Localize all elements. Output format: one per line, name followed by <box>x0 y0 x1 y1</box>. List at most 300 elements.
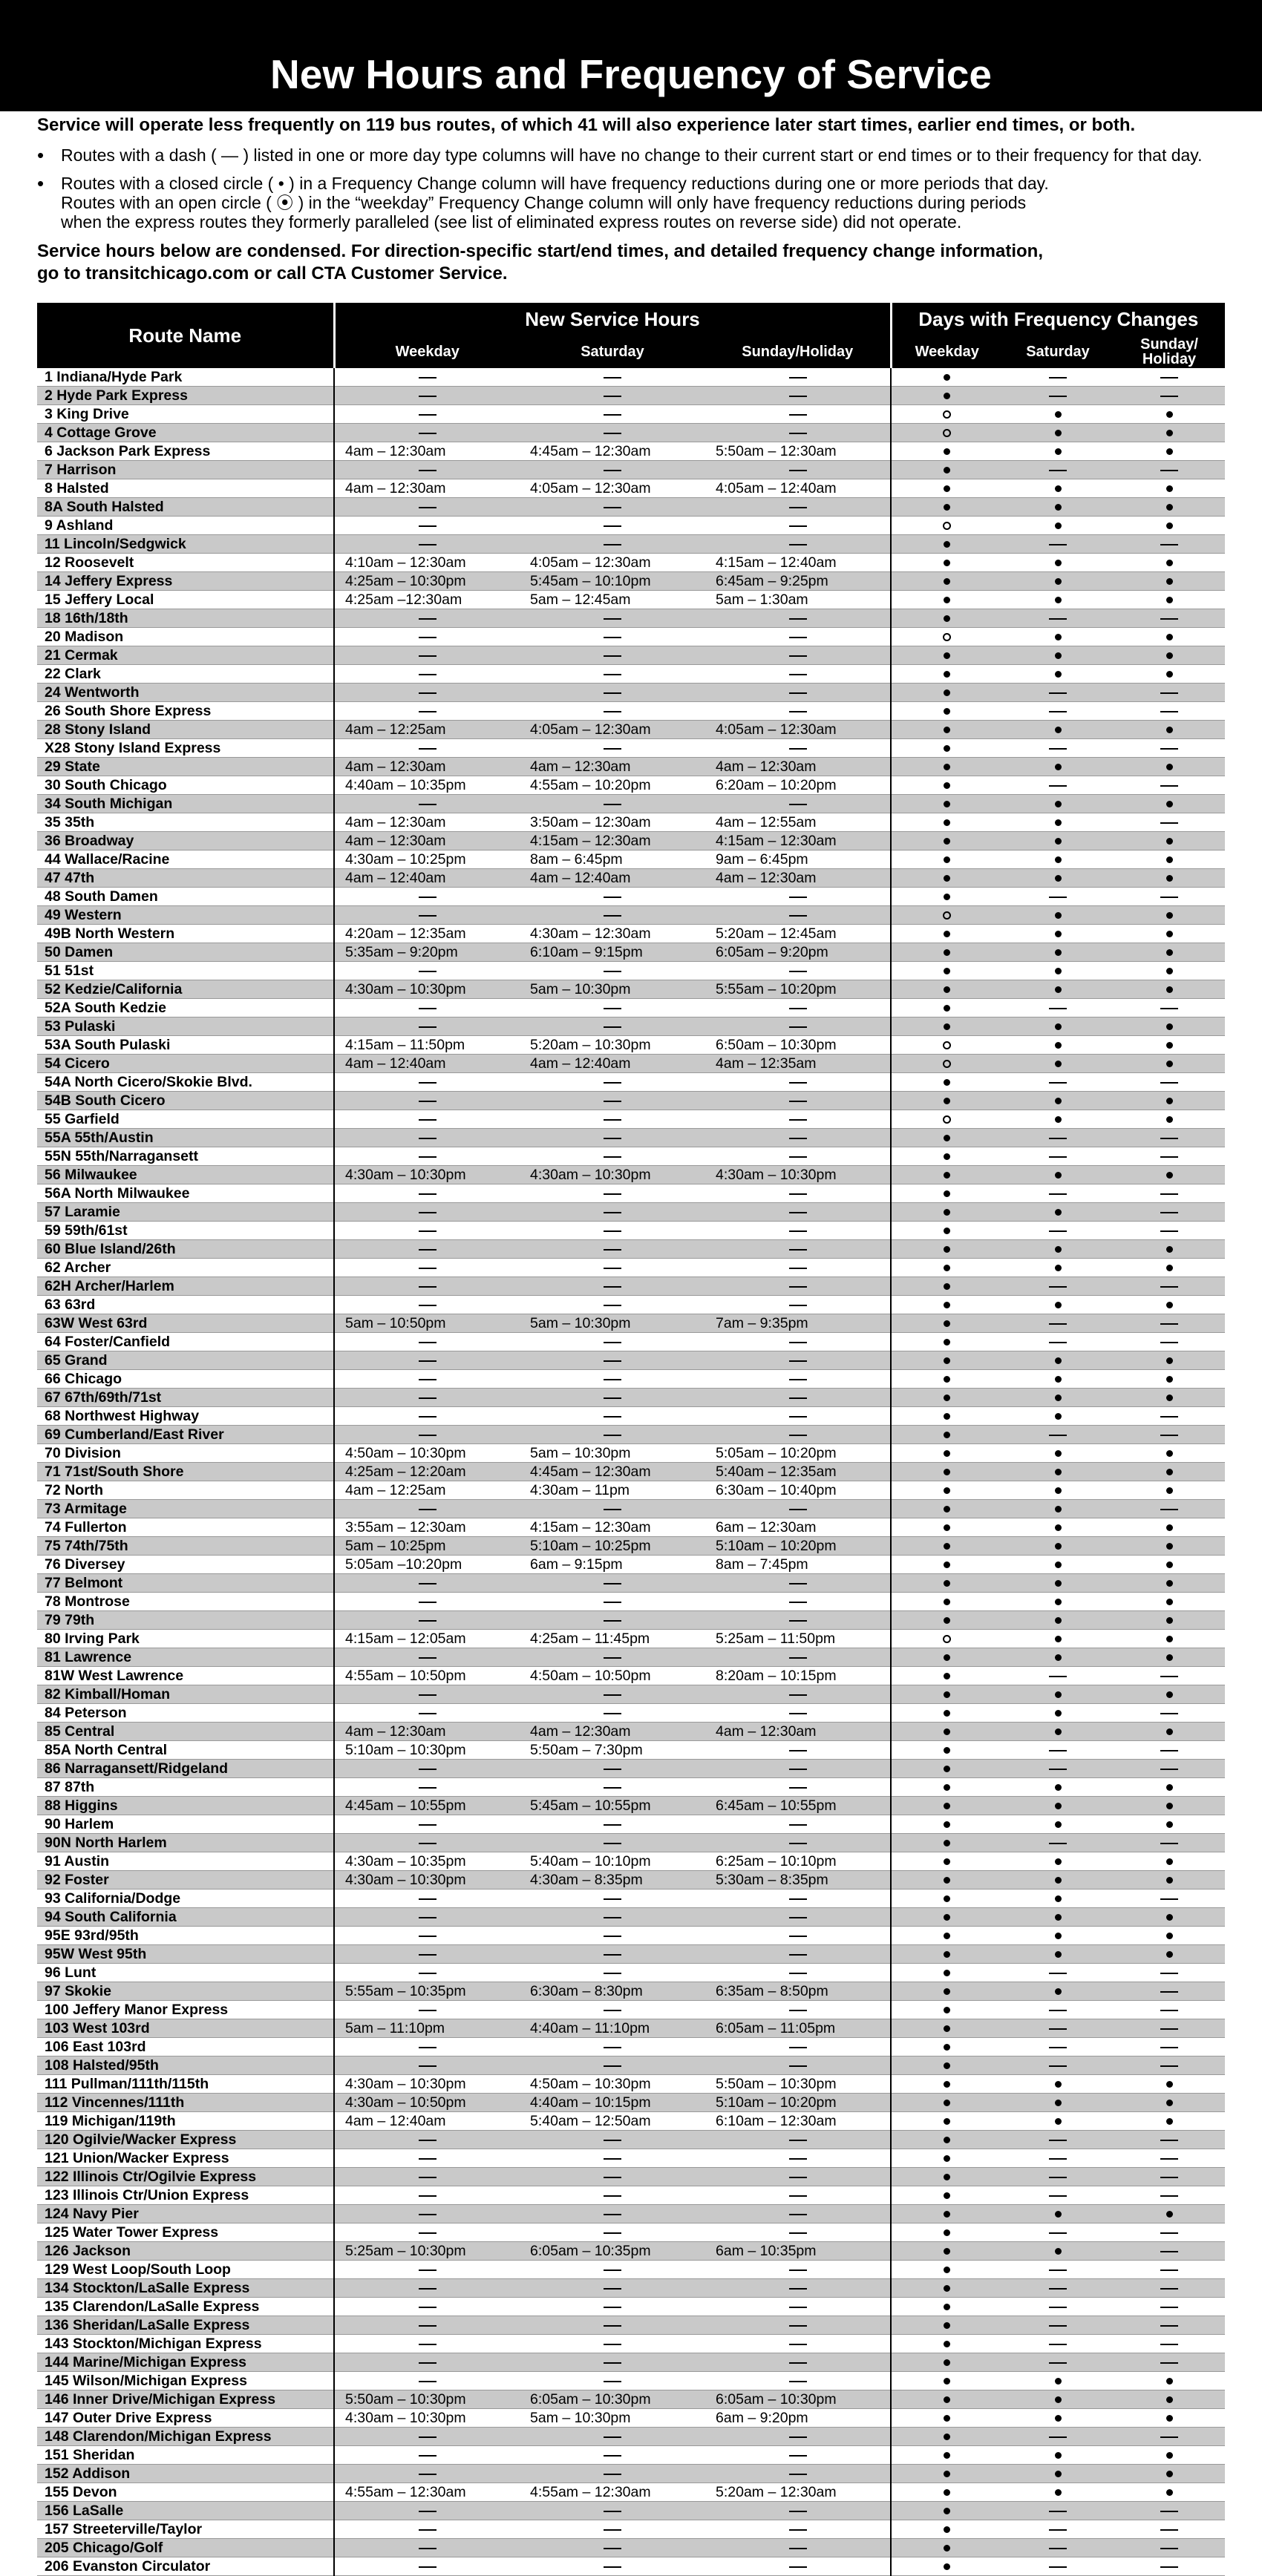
service-hours-header: New Service Hours <box>334 303 891 335</box>
frequency-change <box>1002 368 1114 387</box>
dash-icon <box>419 414 437 416</box>
dash-icon <box>419 1342 437 1343</box>
service-hours: 4am – 12:40am <box>334 1055 520 1073</box>
frequency-change <box>891 795 1002 813</box>
dash-icon <box>604 2010 621 2011</box>
dash-icon <box>789 1026 807 1028</box>
service-hours: 5am – 10:30pm <box>520 980 705 999</box>
dash-icon <box>419 897 437 898</box>
frequency-change <box>1002 405 1114 424</box>
no-change-dash <box>334 646 520 665</box>
closed-circle-icon <box>1055 1580 1062 1587</box>
frequency-change <box>1114 1797 1225 1815</box>
dash-icon <box>1160 1509 1178 1510</box>
dash-icon <box>1160 2177 1178 2178</box>
closed-circle-icon <box>1166 968 1173 974</box>
frequency-change <box>1114 1203 1225 1222</box>
frequency-change <box>891 1537 1002 1556</box>
frequency-change <box>1002 925 1114 943</box>
no-change-dash <box>705 2502 891 2520</box>
route-name: 81W West Lawrence <box>37 1667 334 1685</box>
closed-circle-icon <box>1166 2118 1173 2125</box>
service-hours: 5am – 12:45am <box>520 591 705 609</box>
dash-icon <box>604 1973 621 1974</box>
dash-icon <box>1049 1286 1067 1288</box>
no-change-dash <box>520 1685 705 1704</box>
closed-circle-icon <box>944 2081 950 2088</box>
frequency-change <box>1114 1222 1225 1240</box>
frequency-change <box>891 1927 1002 1945</box>
dash-icon <box>789 507 807 508</box>
dash-icon <box>604 396 621 397</box>
frequency-change <box>1114 1500 1225 1518</box>
service-hours: 4:50am – 10:30pm <box>520 2075 705 2094</box>
frequency-change <box>1002 628 1114 646</box>
dash-icon <box>1160 470 1178 471</box>
no-change-dash <box>705 1277 891 1296</box>
dash-icon <box>604 2362 621 2364</box>
frequency-change <box>1114 739 1225 758</box>
frequency-change <box>891 1389 1002 1407</box>
dash-icon <box>419 2158 437 2160</box>
service-hours: 5:30am – 8:35pm <box>705 1871 891 1890</box>
route-name: 151 Sheridan <box>37 2446 334 2465</box>
route-name: 85 Central <box>37 1723 334 1741</box>
service-hours: 5am – 1:30am <box>705 591 891 609</box>
open-circle-icon <box>943 429 951 437</box>
dash-icon <box>604 1138 621 1139</box>
dash-icon <box>789 1397 807 1399</box>
no-change-dash <box>334 1017 520 1036</box>
closed-circle-icon <box>1166 597 1173 603</box>
no-change-dash <box>705 1685 891 1704</box>
closed-circle-icon <box>1055 652 1062 659</box>
closed-circle-icon <box>944 1450 950 1457</box>
service-hours: 6:45am – 10:55pm <box>705 1797 891 1815</box>
dash-icon <box>789 1101 807 1102</box>
route-name: 1 Indiana/Hyde Park <box>37 368 334 387</box>
dash-icon <box>1160 2158 1178 2160</box>
closed-circle-icon <box>1055 1728 1062 1735</box>
dash-icon <box>604 1397 621 1399</box>
route-name: 112 Vincennes/111th <box>37 2094 334 2112</box>
dash-icon <box>604 2548 621 2549</box>
route-name: 28 Stony Island <box>37 721 334 739</box>
no-change-dash <box>334 1778 520 1797</box>
frequency-change <box>1114 1871 1225 1890</box>
closed-circle-icon <box>1166 1728 1173 1735</box>
service-hours: 6:10am – 9:15pm <box>520 943 705 962</box>
closed-circle-icon <box>944 1951 950 1958</box>
dash-icon <box>789 1416 807 1418</box>
frequency-change <box>891 609 1002 628</box>
dash-icon <box>1160 748 1178 750</box>
closed-circle-icon <box>1055 1784 1062 1791</box>
closed-circle-icon <box>1166 764 1173 770</box>
dash-icon <box>789 1750 807 1751</box>
frequency-change <box>891 1110 1002 1129</box>
closed-circle-icon <box>1166 1042 1173 1049</box>
closed-circle-icon <box>1166 1599 1173 1605</box>
service-hours: 4:15am – 12:05am <box>334 1630 520 1648</box>
route-name: 122 Illinois Ctr/Ogilvie Express <box>37 2168 334 2186</box>
frequency-change <box>891 1574 1002 1593</box>
table-row <box>37 1092 1225 1110</box>
dash-icon <box>789 2065 807 2067</box>
no-change-dash <box>520 1296 705 1314</box>
frequency-change <box>1002 2446 1114 2465</box>
no-change-dash <box>705 2149 891 2168</box>
frequency-change <box>891 2131 1002 2149</box>
frequency-change <box>1002 1518 1114 1537</box>
service-hours: 6:05am – 11:05pm <box>705 2019 891 2038</box>
no-change-dash <box>520 1945 705 1964</box>
closed-circle-icon <box>1055 597 1062 603</box>
dash-icon <box>1049 2529 1067 2531</box>
dash-icon <box>1049 2065 1067 2067</box>
route-name: 44 Wallace/Racine <box>37 851 334 869</box>
service-hours: 5:55am – 10:35pm <box>334 1982 520 2001</box>
table-row <box>37 1741 1225 1760</box>
no-change-dash <box>334 1296 520 1314</box>
bullet-icon: • <box>37 144 45 166</box>
route-name: 135 Clarendon/LaSalle Express <box>37 2298 334 2316</box>
dash-icon <box>419 1509 437 1510</box>
table-row <box>37 1964 1225 1982</box>
frequency-change <box>891 1797 1002 1815</box>
frequency-change <box>891 1834 1002 1852</box>
closed-circle-icon <box>944 2192 950 2199</box>
dash-icon <box>604 1694 621 1696</box>
no-change-dash <box>334 2038 520 2056</box>
dash-icon <box>789 1193 807 1195</box>
closed-circle-icon <box>1166 801 1173 807</box>
dash-icon <box>1049 1769 1067 1770</box>
dash-icon <box>1049 544 1067 545</box>
frequency-change <box>1002 962 1114 980</box>
closed-circle-icon <box>1166 856 1173 863</box>
frequency-change <box>891 2390 1002 2409</box>
closed-circle-icon <box>944 931 950 937</box>
table-row <box>37 1351 1225 1370</box>
table-row <box>37 1611 1225 1630</box>
table-row <box>37 2205 1225 2223</box>
frequency-change <box>1002 1444 1114 1463</box>
frequency-change <box>891 1500 1002 1518</box>
table-row <box>37 1184 1225 1203</box>
closed-circle-icon <box>1166 1914 1173 1921</box>
closed-circle-icon <box>944 949 950 956</box>
frequency-change <box>1002 1537 1114 1556</box>
no-change-dash <box>705 1927 891 1945</box>
dash-icon <box>419 2436 437 2438</box>
frequency-change <box>891 2019 1002 2038</box>
frequency-change <box>1002 2131 1114 2149</box>
no-change-dash <box>334 1834 520 1852</box>
route-name: 121 Union/Wacker Express <box>37 2149 334 2168</box>
no-change-dash <box>334 739 520 758</box>
dash-icon <box>1049 2566 1067 2568</box>
frequency-change <box>1002 1982 1114 2001</box>
frequency-change <box>891 1463 1002 1481</box>
frequency-change <box>1114 2316 1225 2335</box>
closed-circle-icon <box>1055 1895 1062 1902</box>
dash-icon <box>789 637 807 638</box>
frequency-change <box>891 1129 1002 1147</box>
no-change-dash <box>705 2446 891 2465</box>
closed-circle-icon <box>1166 1469 1173 1475</box>
closed-circle-icon <box>1055 522 1062 529</box>
service-hours: 5:55am – 10:20pm <box>705 980 891 999</box>
closed-circle-icon <box>944 1673 950 1679</box>
table-row <box>37 1110 1225 1129</box>
no-change-dash <box>520 1964 705 1982</box>
no-change-dash <box>334 2428 520 2446</box>
dash-icon <box>604 1620 621 1622</box>
closed-circle-icon <box>944 1153 950 1160</box>
frequency-change <box>891 1667 1002 1685</box>
no-change-dash <box>705 2001 891 2019</box>
no-change-dash <box>520 2038 705 2056</box>
dash-icon <box>419 674 437 675</box>
closed-circle-icon <box>944 2489 950 2496</box>
table-row <box>37 1166 1225 1184</box>
frequency-change <box>1002 1240 1114 1259</box>
route-name: 57 Laramie <box>37 1203 334 1222</box>
closed-circle-icon <box>944 1524 950 1531</box>
frequency-change <box>891 2279 1002 2298</box>
dash-icon <box>789 1360 807 1362</box>
frequency-change <box>891 591 1002 609</box>
table-row <box>37 1481 1225 1500</box>
frequency-change <box>1114 1890 1225 1908</box>
no-change-dash <box>705 2428 891 2446</box>
service-hours: 4:55am – 12:30am <box>520 2483 705 2502</box>
frequency-change <box>1002 1593 1114 1611</box>
service-hours: 5:40am – 10:10pm <box>520 1852 705 1871</box>
closed-circle-icon <box>1055 1116 1062 1123</box>
no-change-dash <box>334 1389 520 1407</box>
dash-icon <box>604 2436 621 2438</box>
schedule-table <box>37 303 1225 2576</box>
closed-circle-icon <box>944 708 950 715</box>
closed-circle-icon <box>944 1617 950 1624</box>
table-row <box>37 591 1225 609</box>
dash-icon <box>789 2548 807 2549</box>
closed-circle-icon <box>944 1190 950 1197</box>
no-change-dash <box>334 498 520 517</box>
closed-circle-icon <box>944 2563 950 2570</box>
frequency-change <box>1002 851 1114 869</box>
frequency-change <box>1002 2409 1114 2428</box>
route-name: 18 16th/18th <box>37 609 334 628</box>
frequency-change <box>1114 1314 1225 1333</box>
service-hours: 4am – 12:35am <box>705 1055 891 1073</box>
dash-icon <box>1049 2307 1067 2308</box>
closed-circle-icon <box>1166 2471 1173 2477</box>
no-change-dash <box>705 1704 891 1723</box>
route-name: 123 Illinois Ctr/Union Express <box>37 2186 334 2205</box>
dash-icon <box>1049 2436 1067 2438</box>
route-name: 62H Archer/Harlem <box>37 1277 334 1296</box>
dash-icon <box>1160 1156 1178 1158</box>
no-change-dash <box>520 1500 705 1518</box>
dash-icon <box>604 1082 621 1084</box>
frequency-change <box>891 461 1002 479</box>
frequency-change <box>891 888 1002 906</box>
route-name: 134 Stockton/LaSalle Express <box>37 2279 334 2298</box>
frequency-change <box>891 1240 1002 1259</box>
frequency-change <box>1002 591 1114 609</box>
dash-icon <box>1160 1991 1178 1993</box>
no-change-dash <box>705 2539 891 2557</box>
frequency-change <box>1114 2520 1225 2539</box>
dash-icon <box>789 2566 807 2568</box>
frequency-change <box>891 2112 1002 2131</box>
dash-icon <box>604 1008 621 1009</box>
service-hours: 4:30am – 10:30pm <box>334 2075 520 2094</box>
service-hours: 6:05am – 9:20pm <box>705 943 891 962</box>
dash-icon <box>789 915 807 917</box>
dash-icon <box>604 1657 621 1659</box>
dash-icon <box>419 2232 437 2234</box>
frequency-change <box>891 2335 1002 2353</box>
dash-icon <box>419 1824 437 1826</box>
dash-icon <box>1049 1843 1067 1844</box>
dash-icon <box>789 1917 807 1918</box>
frequency-change <box>1002 609 1114 628</box>
dash-icon <box>604 2381 621 2382</box>
route-name: 47 47th <box>37 869 334 888</box>
dash-icon <box>604 2529 621 2531</box>
dash-icon <box>604 1936 621 1937</box>
frequency-change <box>1114 1092 1225 1110</box>
route-name: 3 King Drive <box>37 405 334 424</box>
closed-circle-icon <box>944 652 950 659</box>
dash-icon <box>604 1435 621 1436</box>
dash-icon <box>604 544 621 545</box>
dash-icon <box>789 1843 807 1844</box>
route-name: 126 Jackson <box>37 2242 334 2261</box>
service-hours: 4:05am – 12:30am <box>520 554 705 572</box>
no-change-dash <box>334 1370 520 1389</box>
dash-icon <box>604 2566 621 2568</box>
service-hours: 6am – 12:30am <box>705 1518 891 1537</box>
frequency-change <box>1114 554 1225 572</box>
frequency-change <box>1002 2353 1114 2372</box>
no-change-dash <box>705 2205 891 2223</box>
service-hours: 4:05am – 12:40am <box>705 479 891 498</box>
dash-icon <box>1160 2436 1178 2438</box>
no-change-dash <box>334 2446 520 2465</box>
frequency-change <box>891 1481 1002 1500</box>
service-hours: 4am – 12:30am <box>705 758 891 776</box>
frequency-change <box>1114 1556 1225 1574</box>
route-name: 36 Broadway <box>37 832 334 851</box>
closed-circle-icon <box>944 1877 950 1884</box>
closed-circle-icon <box>944 1228 950 1234</box>
closed-circle-icon <box>944 541 950 548</box>
route-name: 152 Addison <box>37 2465 334 2483</box>
dash-icon <box>789 1898 807 1900</box>
dash-icon <box>419 1694 437 1696</box>
no-change-dash <box>334 1351 520 1370</box>
dash-icon <box>1049 2269 1067 2271</box>
closed-circle-icon <box>1166 727 1173 733</box>
frequency-change <box>891 980 1002 999</box>
no-change-dash <box>705 2131 891 2149</box>
route-name: 63 63rd <box>37 1296 334 1314</box>
table-row <box>37 1556 1225 1574</box>
table-row <box>37 1871 1225 1890</box>
schedule-table-wrapper <box>37 303 1225 2576</box>
frequency-change <box>1002 1704 1114 1723</box>
closed-circle-icon <box>1055 1561 1062 1568</box>
dash-icon <box>419 2381 437 2382</box>
dash-icon <box>1160 2307 1178 2308</box>
dash-icon <box>789 1156 807 1158</box>
closed-circle-icon <box>944 838 950 845</box>
no-change-dash <box>705 2465 891 2483</box>
no-change-dash <box>334 1704 520 1723</box>
no-change-dash <box>334 2056 520 2075</box>
dash-icon <box>1160 2047 1178 2048</box>
closed-circle-icon <box>944 1988 950 1995</box>
closed-circle-icon <box>944 1487 950 1494</box>
closed-circle-icon <box>1055 1877 1062 1884</box>
dash-icon <box>1160 2028 1178 2030</box>
frequency-change <box>891 739 1002 758</box>
no-change-dash <box>705 628 891 646</box>
frequency-change <box>891 535 1002 554</box>
dash-icon <box>419 1769 437 1770</box>
bullet-text: Routes with a dash ( — ) listed in one or more day type columns will have no change to their current start or end times or to their frequency for that day. <box>61 145 1203 165</box>
frequency-change <box>1114 368 1225 387</box>
dash-icon <box>789 2214 807 2215</box>
closed-circle-icon <box>1055 1543 1062 1550</box>
dash-icon <box>419 1212 437 1213</box>
dash-icon <box>604 470 621 471</box>
frequency-change <box>891 1351 1002 1370</box>
no-change-dash <box>334 387 520 405</box>
no-change-dash <box>705 1945 891 1964</box>
frequency-change <box>1114 2298 1225 2316</box>
no-change-dash <box>520 1184 705 1203</box>
service-hours: 5am – 10:25pm <box>334 1537 520 1556</box>
no-change-dash <box>334 628 520 646</box>
dash-icon <box>1160 711 1178 712</box>
closed-circle-icon <box>1166 652 1173 659</box>
frequency-change <box>891 684 1002 702</box>
closed-circle-icon <box>944 1580 950 1587</box>
route-name: 120 Ogilvie/Wacker Express <box>37 2131 334 2149</box>
dash-icon <box>1160 2529 1178 2531</box>
frequency-change <box>891 925 1002 943</box>
closed-circle-icon <box>944 1172 950 1179</box>
closed-circle-icon <box>944 1858 950 1865</box>
route-name: 9 Ashland <box>37 517 334 535</box>
service-hours: 6:25am – 10:10pm <box>705 1852 891 1871</box>
no-change-dash <box>334 1685 520 1704</box>
dash-icon <box>604 2158 621 2160</box>
closed-circle-icon <box>1166 1654 1173 1661</box>
frequency-change <box>891 1370 1002 1389</box>
frequency-change <box>1002 387 1114 405</box>
route-name: 79 79th <box>37 1611 334 1630</box>
no-change-dash <box>520 1203 705 1222</box>
no-change-dash <box>520 1778 705 1797</box>
table-row <box>37 1797 1225 1815</box>
